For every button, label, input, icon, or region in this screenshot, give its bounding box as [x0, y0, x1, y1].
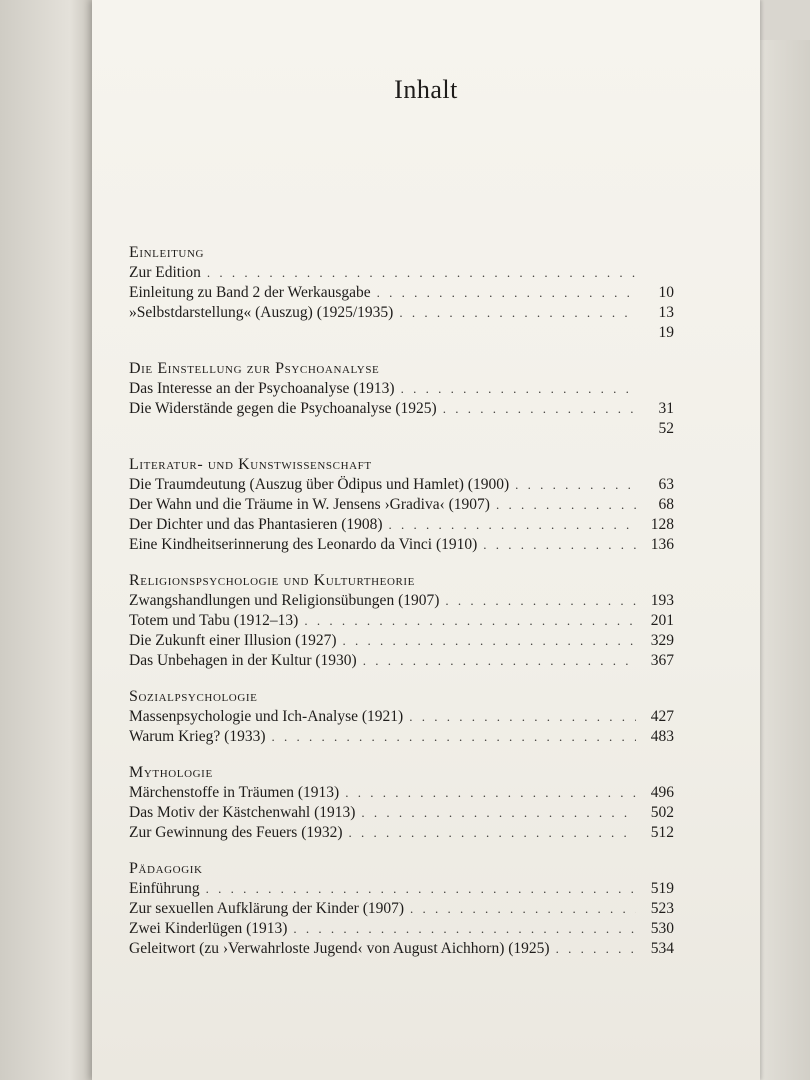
entry-title: Der Dichter und das Phantasieren (1908): [129, 516, 383, 533]
toc-section: [129, 243, 674, 343]
entry-page-number: 193: [650, 592, 674, 609]
section-heading: Religionspsychologie und Kulturtheorie: [129, 572, 416, 589]
toc-entry: [129, 263, 674, 283]
dot-leader: [342, 631, 636, 651]
toc-entry: [129, 783, 674, 803]
entry-title: Totem und Tabu (1912–13): [129, 612, 299, 629]
toc-entry: [129, 803, 674, 823]
toc-entry: [129, 283, 674, 303]
entry-title: Das Motiv der Kästchenwahl (1913): [129, 804, 356, 821]
table-of-contents: [129, 243, 674, 959]
dot-leader: [293, 919, 636, 939]
dot-leader: [304, 611, 636, 631]
toc-entry: [129, 379, 674, 399]
entry-title: Der Wahn und die Träume in W. Jensens ›Gradiva‹ (1907): [129, 496, 490, 513]
section-heading: Mythologie: [129, 764, 213, 781]
toc-entry: [129, 651, 674, 671]
entry-title: Zur Edition: [129, 264, 201, 281]
entry-page-number: 52: [658, 420, 674, 437]
toc-entry: [129, 495, 674, 515]
entry-title: Zur sexuellen Aufklärung der Kinder (1907): [129, 900, 405, 917]
entry-page-number: 427: [650, 708, 674, 725]
toc-section: [129, 763, 674, 843]
toc-section: [129, 455, 674, 555]
entry-page-number: 519: [650, 880, 674, 897]
dot-leader: [271, 727, 636, 747]
section-heading: Die Einstellung zur Psychoanalyse: [129, 360, 380, 377]
section-heading: Literatur- und Kunstwissenschaft: [129, 456, 372, 473]
entry-page-number: 31: [658, 400, 674, 417]
toc-entry: [129, 515, 674, 535]
entry-title: Zur Gewinnung des Feuers (1932): [129, 824, 343, 841]
entry-title: Märchenstoffe in Träumen (1913): [129, 784, 340, 801]
entry-page-number: 367: [650, 652, 674, 669]
dot-leader: [399, 303, 636, 323]
book-page: [92, 0, 760, 1080]
toc-entry: [129, 939, 674, 959]
dot-leader: [443, 399, 636, 419]
dot-leader: [361, 803, 636, 823]
entry-title: Die Zukunft einer Illusion (1927): [129, 632, 337, 649]
dot-leader: [363, 651, 636, 671]
dot-leader: [496, 495, 636, 515]
entry-page-number: 13: [658, 304, 674, 321]
dot-leader: [410, 899, 636, 919]
section-heading: Sozialpsychologie: [129, 688, 258, 705]
entry-title: Warum Krieg? (1933): [129, 728, 266, 745]
dot-leader: [409, 707, 636, 727]
toc-entry: [129, 919, 674, 939]
entry-page-number: 502: [650, 804, 674, 821]
dot-leader: [377, 283, 636, 303]
entry-page-number: 136: [650, 536, 674, 553]
toc-entry: [129, 899, 674, 919]
dot-leader: [445, 591, 636, 611]
entry-page-number: 19: [658, 324, 674, 341]
entry-title: Das Interesse an der Psychoanalyse (1913): [129, 380, 395, 397]
toc-entry: [129, 399, 674, 419]
entry-title: Zwei Kinderlügen (1913): [129, 920, 288, 937]
toc-entry: [129, 419, 674, 439]
entry-page-number: 10: [658, 284, 674, 301]
toc-entry: [129, 591, 674, 611]
dot-leader: [207, 263, 636, 283]
entry-title: Die Widerstände gegen die Psychoanalyse (1925): [129, 400, 437, 417]
dot-leader: [483, 535, 636, 555]
dot-leader: [401, 379, 636, 399]
entry-title: Geleitwort (zu ›Verwahrloste Jugend‹ von August Aichhorn) (1925): [129, 940, 550, 957]
entry-page-number: 534: [650, 940, 674, 957]
entry-page-number: 63: [658, 476, 674, 493]
entry-title: Zwangshandlungen und Religionsübungen (1907): [129, 592, 440, 609]
dot-leader: [345, 783, 636, 803]
entry-page-number: 523: [650, 900, 674, 917]
entry-title: Einführung: [129, 880, 200, 897]
toc-entry: [129, 535, 674, 555]
dot-leader: [206, 879, 636, 899]
dot-leader: [556, 939, 636, 959]
entry-page-number: 128: [650, 516, 674, 533]
entry-title: Das Unbehagen in der Kultur (1930): [129, 652, 357, 669]
entry-page-number: 530: [650, 920, 674, 937]
toc-entry: [129, 323, 674, 343]
toc-entry: [129, 303, 674, 323]
entry-title: Massenpsychologie und Ich-Analyse (1921): [129, 708, 404, 725]
toc-entry: [129, 823, 674, 843]
entry-page-number: 201: [650, 612, 674, 629]
toc-entry: [129, 475, 674, 495]
entry-page-number: 483: [650, 728, 674, 745]
dot-leader: [389, 515, 636, 535]
entry-page-number: 496: [650, 784, 674, 801]
entry-page-number: 68: [658, 496, 674, 513]
toc-entry: [129, 631, 674, 651]
dot-leader: [515, 475, 636, 495]
toc-section: [129, 359, 674, 439]
section-heading: Pädagogik: [129, 860, 203, 877]
previous-page-edge: [0, 0, 100, 1080]
entry-title: »Selbstdarstellung« (Auszug) (1925/1935): [129, 304, 394, 321]
page-title: Inhalt: [394, 75, 458, 104]
toc-section: [129, 859, 674, 959]
entry-page-number: 329: [650, 632, 674, 649]
entry-title: Die Traumdeutung (Auszug über Ödipus und Hamlet) (1900): [129, 476, 510, 493]
dot-leader: [349, 823, 636, 843]
entry-title: Eine Kindheitserinnerung des Leonardo da Vinci (1910): [129, 536, 478, 553]
toc-section: [129, 571, 674, 671]
toc-entry: [129, 727, 674, 747]
toc-entry: [129, 879, 674, 899]
entry-page-number: 512: [650, 824, 674, 841]
toc-section: [129, 687, 674, 747]
toc-entry: [129, 707, 674, 727]
section-heading: Einleitung: [129, 244, 205, 261]
entry-title: Einleitung zu Band 2 der Werkausgabe: [129, 284, 371, 301]
toc-entry: [129, 611, 674, 631]
